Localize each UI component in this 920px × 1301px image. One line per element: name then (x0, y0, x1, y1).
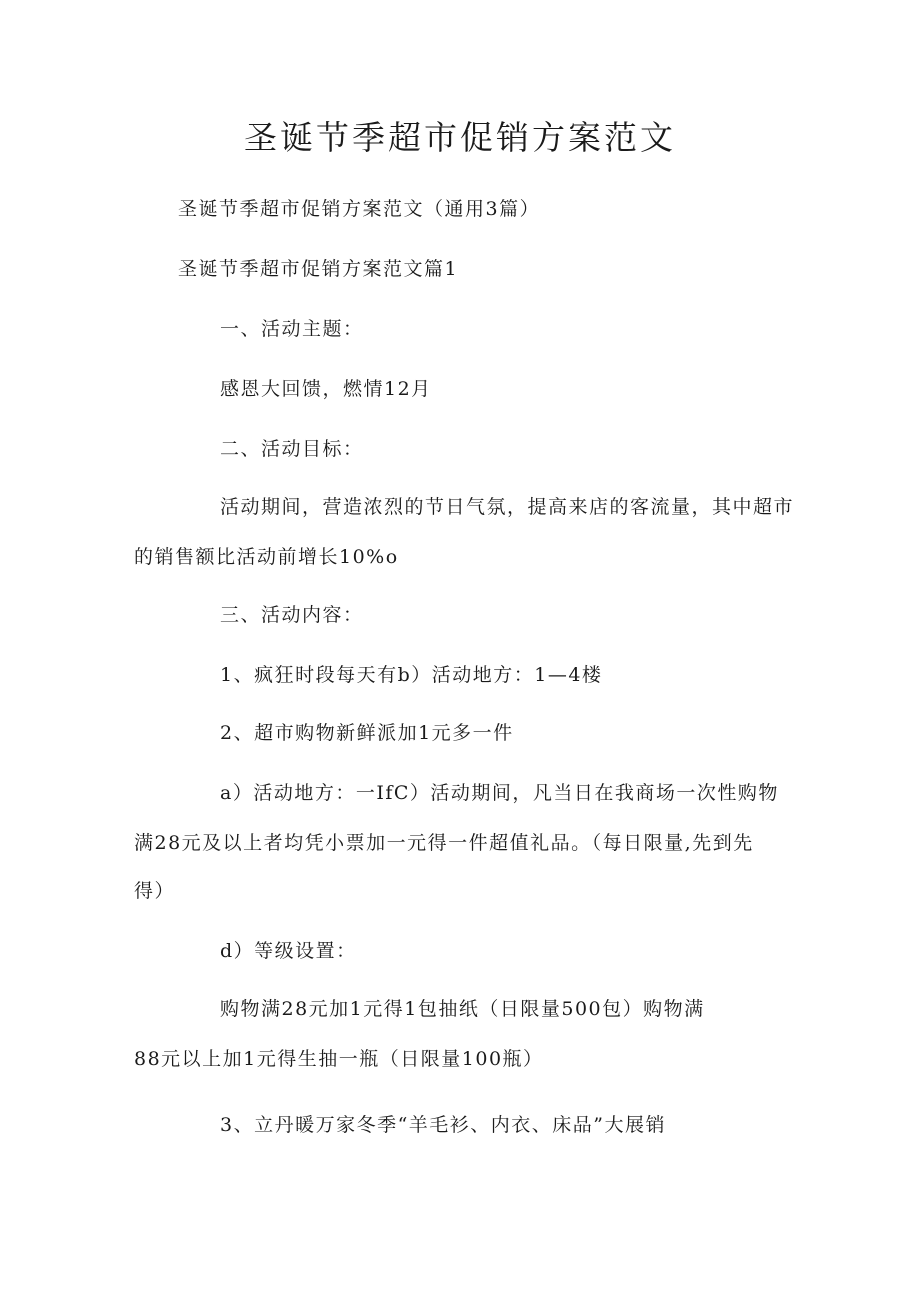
section-heading: 圣诞节季超市促销方案范文篇1 (178, 258, 459, 280)
paragraph-item-a-line-2: 满28元及以上者均凭小票加一元得一件超值礼品。（每日限量,先到先 (134, 832, 754, 854)
document-subtitle: 圣诞节季超市促销方案范文（通用3篇） (178, 198, 541, 220)
paragraph-activity-theme-heading: 一、活动主题： (220, 318, 364, 340)
paragraph-item-d-heading: d）等级设置： (220, 940, 357, 962)
paragraph-activity-goal-heading: 二、活动目标： (220, 438, 364, 460)
paragraph-activity-goal-line-2: 的销售额比活动前增长10%o (134, 546, 399, 568)
paragraph-activity-theme: 感恩大回馈，燃情12月 (220, 378, 432, 400)
paragraph-activity-content-heading: 三、活动内容： (220, 604, 364, 626)
paragraph-item-3: 3、立丹暖万家冬季“羊毛衫、内衣、床品”大展销 (220, 1114, 667, 1136)
paragraph-activity-goal-line-1: 活动期间，营造浓烈的节日气氛，提高来店的客流量，其中超市 (220, 496, 795, 518)
document-title: 圣诞节季超市促销方案范文 (244, 118, 676, 157)
paragraph-item-2: 2、超市购物新鲜派加1元多一件 (220, 722, 514, 744)
paragraph-item-d-line-2: 88元以上加1元得生抽一瓶（日限量100瓶） (134, 1048, 544, 1070)
paragraph-item-a-line-3: 得） (134, 880, 176, 902)
paragraph-item-d-line-1: 购物满28元加1元得1包抽纸（日限量500包）购物满 (220, 998, 705, 1020)
paragraph-item-a-line-1: a）活动地方：一IfC）活动期间，凡当日在我商场一次性购物 (220, 782, 779, 804)
paragraph-item-1: 1、疯狂时段每天有b）活动地方：1—4楼 (220, 664, 603, 686)
